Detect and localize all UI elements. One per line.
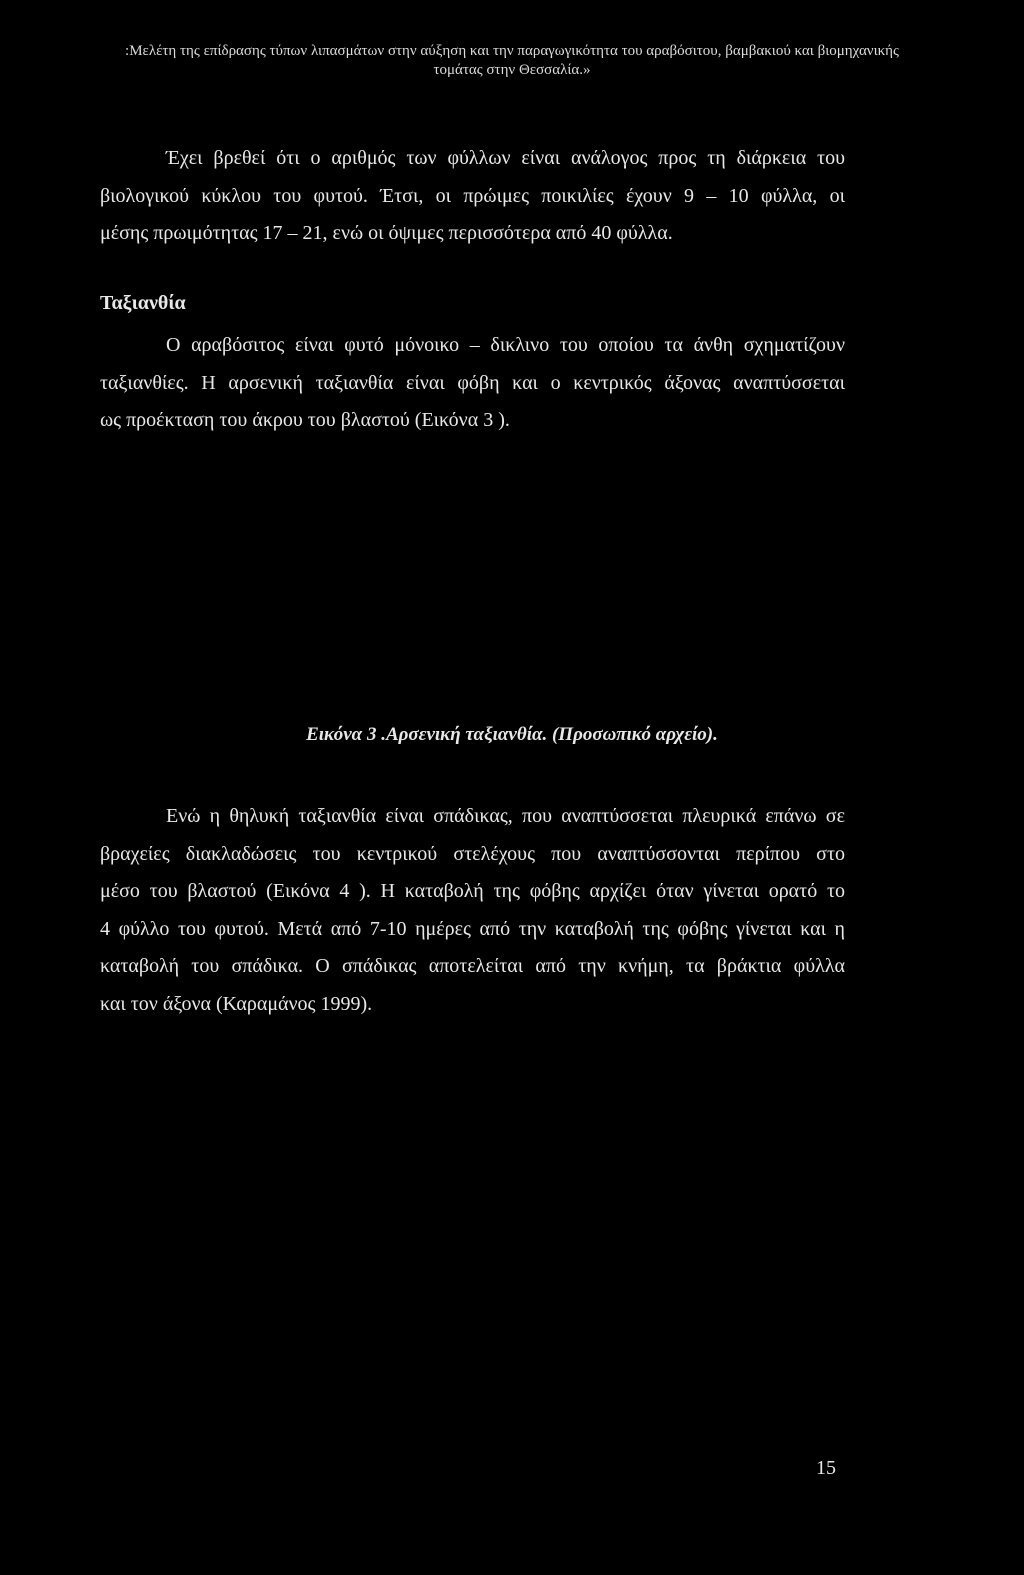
figure-3-image-area (100, 450, 845, 720)
paragraph-ear (100, 798, 845, 1023)
paragraph-line: βραχείες διακλαδώσεις του κεντρικού στελέχους που αναπτύσσονται περίπου στο (100, 842, 845, 865)
paragraph-line: μέσο του βλαστού (Εικόνα 4 ). Η καταβολή της φόβης αρχίζει όταν γίνεται ορατό το (100, 880, 845, 902)
running-header-line-2: τομάτας στην Θεσσαλία.» (433, 62, 591, 78)
paragraph-line: ως προέκταση του άκρου του βλαστού (Εικόνα 3 ). (100, 409, 510, 431)
section-heading-tassel: Ταξιανθία (100, 292, 186, 314)
paragraph-tassel (100, 327, 845, 440)
paragraph-line: καταβολή του σπάδικα. Ο σπάδικας αποτελείται από την κνήμη, τα βράκτια φύλλα (100, 955, 845, 977)
paragraph-leaf-count (100, 140, 845, 253)
paragraph-line: ταξιανθίες. Η αρσενική ταξιανθία είναι φόβη και ο κεντρικός άξονας αναπτύσσεται (100, 371, 845, 394)
page-number: 15 (816, 1457, 836, 1479)
paragraph-line: μέσης πρωιμότητας 17 – 21, ενώ οι όψιμες περισσότερα από 40 φύλλα. (100, 222, 673, 244)
paragraph-line: Έχει βρεθεί ότι ο αριθμός των φύλλων είναι ανάλογος προς τη διάρκεια του (166, 147, 845, 169)
paragraph-line: βιολογικού κύκλου του φυτού. Έτσι, οι πρώιμες ποικιλίες έχουν 9 – 10 φύλλα, οι (100, 184, 845, 207)
running-header (60, 42, 964, 80)
running-header-line-1: :Μελέτη της επίδρασης τύπων λιπασμάτων στην αύξηση και την παραγωγικότητα του αραβόσιτου, βαμβακιού και βιομηχανικής (125, 43, 899, 59)
figure-3-caption: Εικόνα 3 .Αρσενική ταξιανθία. (Προσωπικό αρχείο). (306, 724, 718, 745)
paragraph-line: και τον άξονα (Καραμάνος 1999). (100, 992, 373, 1015)
paragraph-line: Ο αραβόσιτος είναι φυτό μόνοικο – δικλινο του οποίου τα άνθη σχηματίζουν (166, 334, 845, 356)
paragraph-line: 4 φύλλο του φυτού. Μετά από 7-10 ημέρες από την καταβολή της φόβης γίνεται και η (100, 917, 845, 940)
paragraph-line: Ενώ η θηλυκή ταξιανθία είναι σπάδικας, που αναπτύσσεται πλευρικά επάνω σε (166, 805, 845, 827)
